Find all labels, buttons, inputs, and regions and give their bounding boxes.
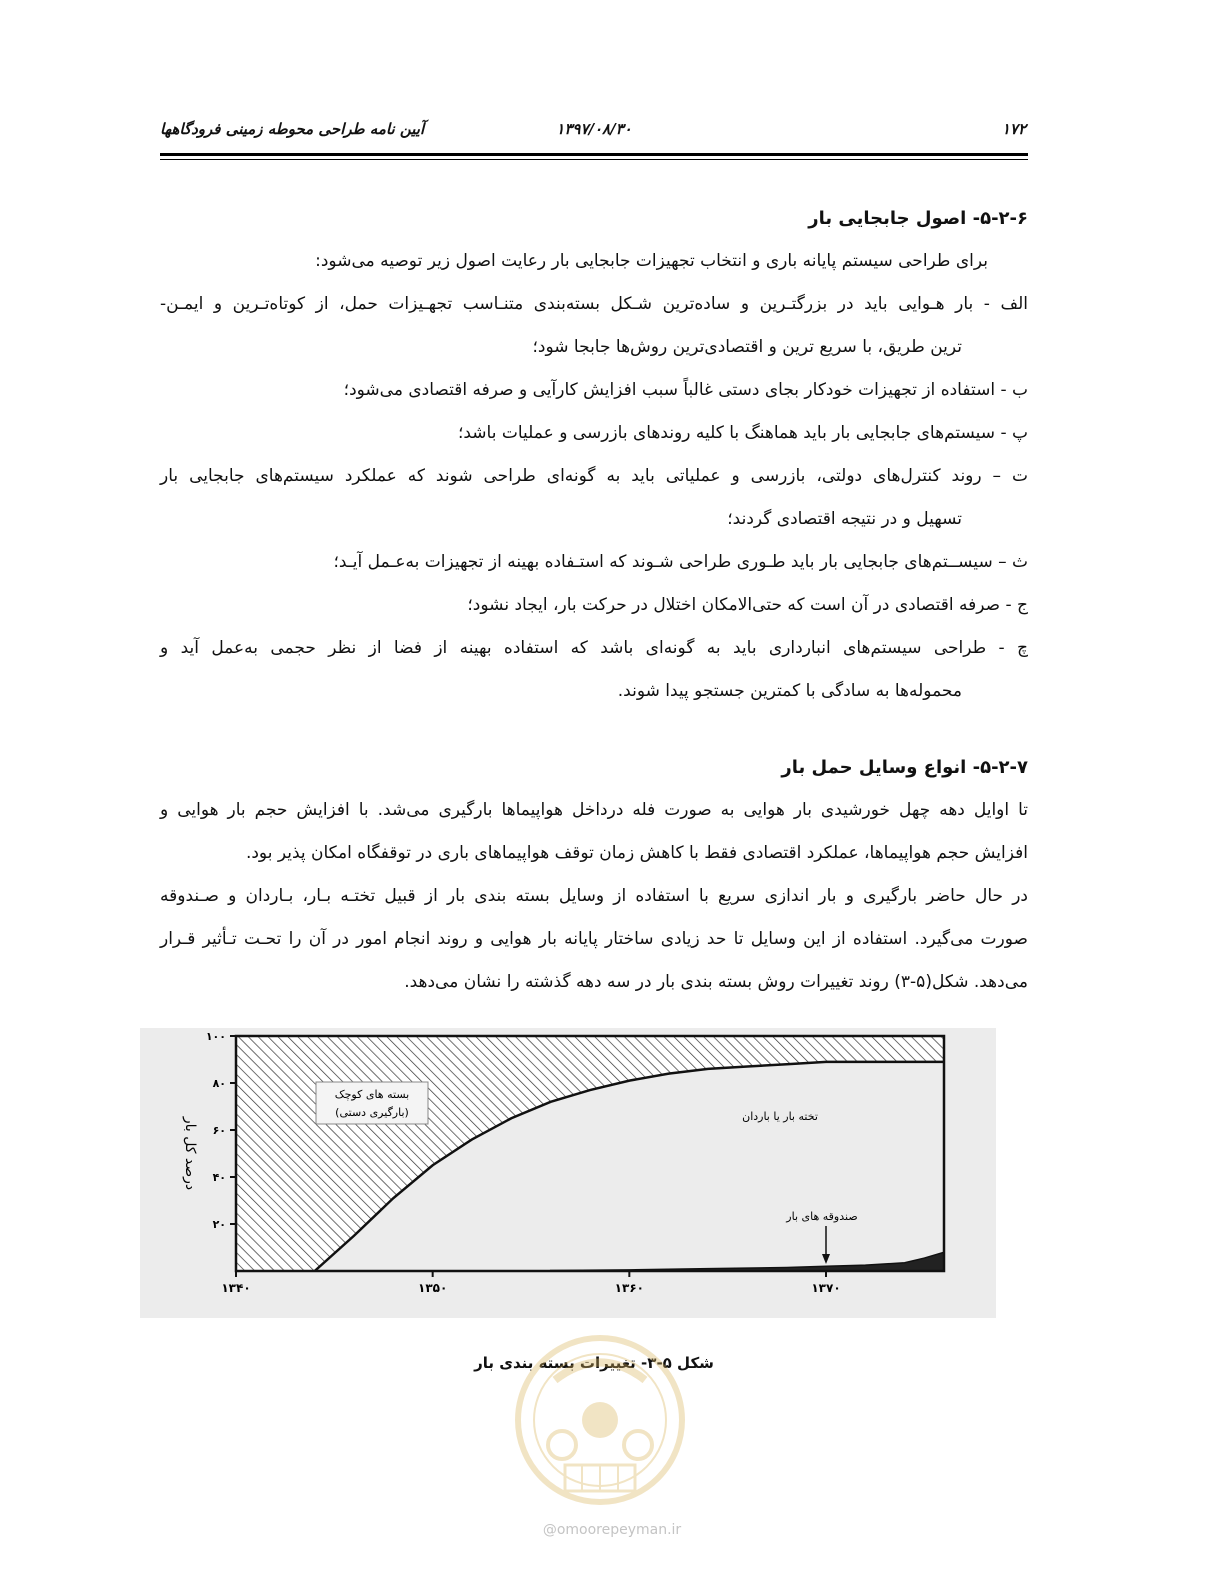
x-tick-label: ۱۳۶۰ [614,1281,644,1295]
y-tick-label: ۱۰۰ [205,1030,226,1043]
paragraph-2-line-1: در حال حاضر بارگیری و بار اندازی سریع با استفاده از وسایل بسته بندی بار از قبیل تختـه بـار، بـاردان و صـندوقه [160,886,1028,906]
item-se: ث – سیســتم‌های جابجایی بار باید طـوری طراحی شـوند که استـفاده بهینه از تجهیزات به‌عـمل آیـد؛ [333,552,1028,572]
paragraph-1-line-2: افزایش حجم هواپیماها، عملکرد اقتصادی فقط با کاهش زمان توقف هواپیماهای باری در توقفگاه امکان پذیر بود. [245,843,1028,863]
item-te-line-2: تسهیل و در نتیجه اقتصادی گردند؛ [727,509,962,529]
seal-watermark-icon [510,1325,690,1515]
y-tick-label: ۴۰ [212,1171,226,1184]
page-number: ۱۷۲ [1001,120,1026,138]
section-1 [160,197,1028,713]
item-te-line-1: ت – روند کنترل‌های دولتی، بازرسی و عملیاتی باید به گونه‌ای طراحی شوند که عملکرد سیستم‌های جابجایی بار [160,466,1028,486]
item-jim: ج - صرفه اقتصادی در آن است که حتی‌الامکان اختلال در حرکت بار، ایجاد نشود؛ [467,595,1028,615]
item-che-line-2: محموله‌ها به سادگی با کمترین جستجو پیدا شوند. [617,681,962,701]
section-1-intro: برای طراحی سیستم پایانه باری و انتخاب تجهیزات جابجایی بار رعایت اصول زیر توصیه می‌شود: [315,251,988,271]
x-tick-label: ۱۳۵۰ [418,1281,448,1295]
small-packages-label: بسته های کوچک [334,1088,410,1101]
y-tick-label: ۸۰ [212,1077,226,1090]
y-tick-label: ۶۰ [212,1124,226,1137]
page-header [160,116,1028,146]
small-packages-sub-label: (بارگیری دستی) [335,1106,409,1119]
containers-label: صندوقه های بار [786,1210,858,1223]
y-axis-label: درصد کل بار [182,1116,198,1191]
item-pe: پ - سیستم‌های جابجایی بار باید هماهنگ با کلیه روندهای بازرسی و عملیات باشد؛ [457,423,1028,443]
item-be: ب - استفاده از تجهیزات خودکار بجای دستی غالباً سبب افزایش کارآیی و صرفه اقتصادی می‌شود؛ [343,380,1028,400]
y-tick-label: ۲۰ [212,1218,226,1231]
x-tick-label: ۱۳۷۰ [811,1281,841,1295]
section-2 [160,746,1028,1004]
header-rule-thin [160,159,1028,160]
figure-caption: شکل ۵-۳- تغییرات بسته بندی بار [474,1354,714,1372]
section-1-heading: ۵-۲-۶- اصول جابجایی بار [808,208,1028,229]
watermark-url: @omoorepeyman.ir [542,1522,682,1538]
header-rule-thick [160,153,1028,156]
paragraph-2-line-2: صورت می‌گیرد. استفاده از این وسایل تا حد زیادی ساختار پایانه بار هوایی و روند انجام امور در آن را تحـت تـأثیر قـرار [160,929,1028,949]
chart-svg [140,1028,996,1318]
paragraph-1-line-1: تا اوایل دهه چهل خورشیدی بار هوایی به صورت فله درداخل هواپیماها بارگیری می‌شد. با افزایش حجم بار هوایی و [160,800,1028,820]
header-date: ۱۳۹۷/۰۸/۳۰ [556,120,632,138]
item-alef-line-2: ترین طریق، با سریع ترین و اقتصادی‌ترین روش‌ها جابجا شود؛ [532,337,962,357]
item-alef-line-1: الف - بار هـوایی باید در بزرگتـرین و ساده‌ترین شـکل بسته‌بندی متنـاسب تجهـیزات حمل، از کوتاه‌تـرین و ایمـن- [160,294,1028,314]
x-tick-label: ۱۳۴۰ [221,1281,251,1295]
paragraph-2-line-3: می‌دهد. شکل(۵-۳) روند تغییرات روش بسته بندی بار در سه دهه گذشته را نشان می‌دهد. [404,972,1028,992]
document-title: آیین نامه طراحی محوطه زمینی فرودگاهها [160,120,425,138]
cargo-packaging-chart [140,1028,996,1318]
section-2-heading: ۵-۲-۷- انواع وسایل حمل بار [781,757,1028,778]
item-che-line-1: چ - طراحی سیستم‌های انبارداری باید به گونه‌ای باشد که استفاده بهینه از فضا از نظر حجمی به‌عمل آید و [160,638,1028,658]
pallets-label: تخته بار یا باردان [742,1110,818,1123]
